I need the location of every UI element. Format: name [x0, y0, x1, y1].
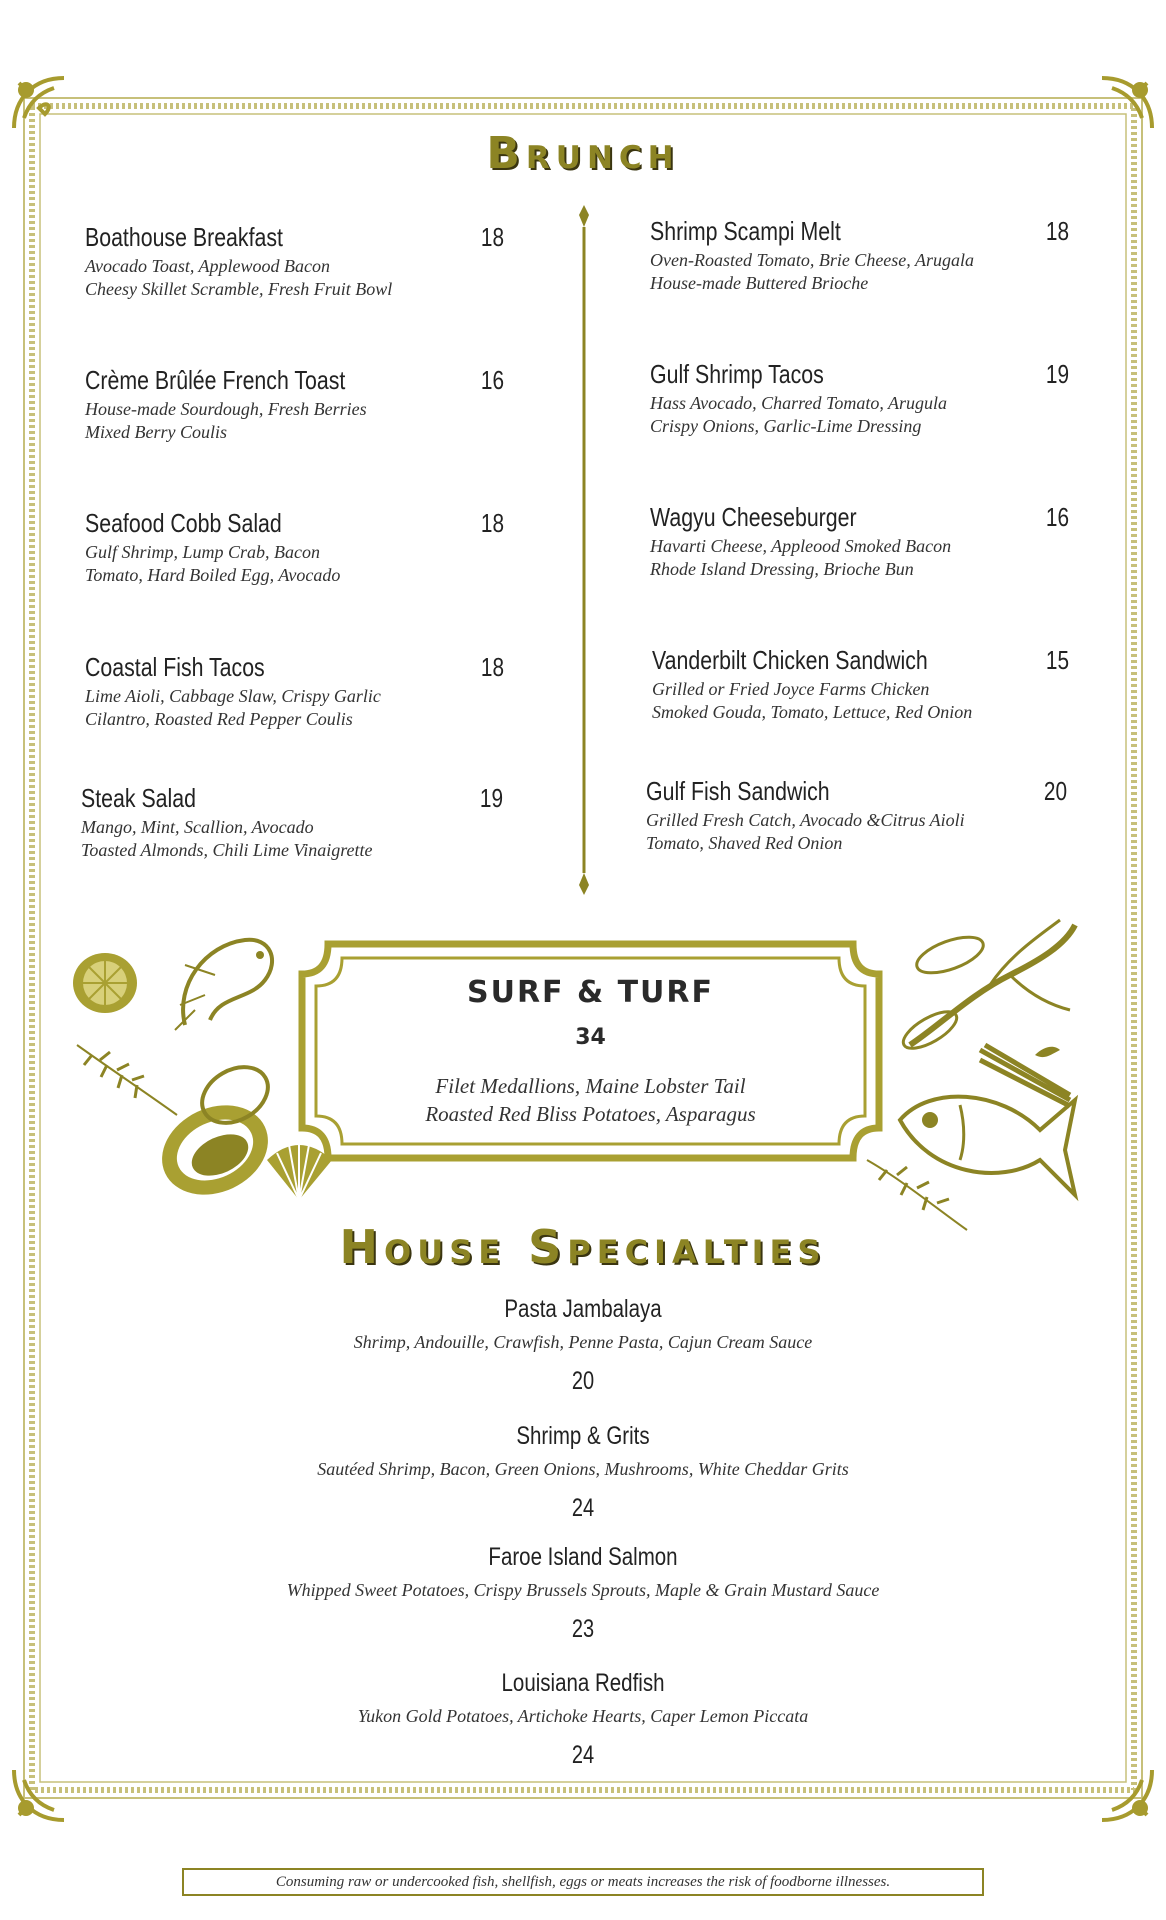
item-description: House-made Buttered Brioche — [650, 273, 869, 293]
corner-flourish-icon — [1092, 1760, 1162, 1830]
item-description: Cheesy Skillet Scramble, Fresh Fruit Bowl — [85, 279, 393, 299]
menu-item — [85, 508, 505, 587]
item-price: 18 — [480, 222, 505, 252]
menu-item — [650, 502, 1070, 581]
item-name: Steak Salad — [81, 783, 196, 813]
item-name: Wagyu Cheeseburger — [650, 502, 857, 532]
item-description: Lime Aioli, Cabbage Slaw, Crispy Garlic — [85, 686, 381, 706]
item-price: 18 — [1045, 216, 1070, 246]
item-description: Smoked Gouda, Tomato, Lettuce, Red Onion — [652, 702, 973, 722]
item-description: Oven-Roasted Tomato, Brie Cheese, Arugala — [650, 250, 974, 270]
item-name: Seafood Cobb Salad — [85, 508, 282, 538]
item-description: Grilled Fresh Catch, Avocado &Citrus Aioli — [646, 810, 965, 830]
menu-item — [81, 783, 504, 862]
surf-turf-frame — [298, 940, 883, 1162]
item-name: Shrimp & Grits — [516, 1422, 650, 1450]
item-name: Boathouse Breakfast — [85, 222, 283, 252]
item-description: Cilantro, Roasted Red Pepper Coulis — [85, 709, 353, 729]
item-price: 24 — [571, 1741, 595, 1769]
specialty-item — [0, 1295, 1166, 1396]
menu-item — [85, 222, 505, 301]
surf-turf-title: SURF & TURF — [466, 975, 715, 1010]
item-name: Faroe Island Salmon — [488, 1543, 678, 1571]
item-description: Hass Avocado, Charred Tomato, Arugula — [650, 393, 948, 413]
item-name: Vanderbilt Chicken Sandwich — [652, 645, 928, 675]
item-description: Tomato, Shaved Red Onion — [646, 833, 843, 853]
shrimp-icon — [165, 925, 285, 1045]
item-description: Mango, Mint, Scallion, Avocado — [81, 817, 314, 837]
specialty-item — [0, 1543, 1166, 1644]
specialty-item — [0, 1669, 1166, 1770]
item-price: 18 — [480, 652, 505, 682]
item-price: 20 — [571, 1367, 595, 1395]
surf-turf-description — [298, 1072, 883, 1128]
item-price: 20 — [1043, 776, 1068, 806]
item-description: Avocado Toast, Applewood Bacon — [85, 256, 330, 276]
menu-item — [646, 776, 1066, 855]
surf-turf-description-line: Roasted Red Bliss Potatoes, Asparagus — [425, 1102, 756, 1126]
item-description: Mixed Berry Coulis — [85, 422, 227, 442]
item-description: Toasted Almonds, Chili Lime Vinaigrette — [81, 840, 373, 860]
item-name: Gulf Shrimp Tacos — [650, 359, 824, 389]
lemon-icon — [65, 945, 145, 1020]
menu-item — [652, 645, 1072, 724]
item-description: Crispy Onions, Garlic-Lime Dressing — [650, 416, 922, 436]
item-description: Rhode Island Dressing, Brioche Bun — [650, 559, 914, 579]
item-price: 23 — [571, 1615, 595, 1643]
item-description: Yukon Gold Potatoes, Artichoke Hearts, Caper Lemon Piccata — [357, 1706, 809, 1726]
menu-item — [650, 216, 1070, 295]
menu-item — [85, 652, 505, 731]
item-name: Louisiana Redfish — [501, 1669, 665, 1697]
item-name: Gulf Fish Sandwich — [646, 776, 830, 806]
item-description: House-made Sourdough, Fresh Berries — [85, 399, 367, 419]
surf-turf-description-line: Filet Medallions, Maine Lobster Tail — [435, 1074, 746, 1098]
item-price: 19 — [1045, 359, 1070, 389]
item-name: Shrimp Scampi Melt — [650, 216, 841, 246]
item-name: Pasta Jambalaya — [504, 1295, 662, 1323]
item-description: Gulf Shrimp, Lump Crab, Bacon — [85, 542, 321, 562]
menu-item — [650, 359, 1070, 438]
item-description: Grilled or Fried Joyce Farms Chicken — [652, 679, 930, 699]
mussels-icon — [150, 1060, 280, 1200]
menu-item — [85, 365, 505, 444]
corner-flourish-icon — [4, 1760, 74, 1830]
brunch-title: Brunch — [486, 128, 680, 179]
surf-turf-price: 34 — [575, 1025, 606, 1050]
specialty-item — [0, 1422, 1166, 1523]
item-price: 19 — [479, 783, 504, 813]
item-price: 24 — [571, 1494, 595, 1522]
item-price: 18 — [480, 508, 505, 538]
food-safety-disclaimer: Consuming raw or undercooked fish, shellfish, eggs or meats increases the risk of foodborne illnesses. — [182, 1868, 984, 1896]
house-specialties-title: House Specialties — [339, 1220, 827, 1274]
item-name: Coastal Fish Tacos — [85, 652, 265, 682]
item-description: Tomato, Hard Boiled Egg, Avocado — [85, 565, 341, 585]
item-description: Havarti Cheese, Appleood Smoked Bacon — [650, 536, 952, 556]
item-name: Crème Brûlée French Toast — [85, 365, 346, 395]
item-price: 16 — [1045, 502, 1070, 532]
item-description: Shrimp, Andouille, Crawfish, Penne Pasta, Cajun Cream Sauce — [353, 1332, 813, 1352]
item-description: Sautéed Shrimp, Bacon, Green Onions, Mushrooms, White Cheddar Grits — [317, 1459, 849, 1479]
center-divider — [578, 205, 590, 895]
item-price: 15 — [1045, 645, 1070, 675]
item-description: Whipped Sweet Potatoes, Crispy Brussels Sprouts, Maple & Grain Mustard Sauce — [286, 1580, 880, 1600]
item-price: 16 — [480, 365, 505, 395]
